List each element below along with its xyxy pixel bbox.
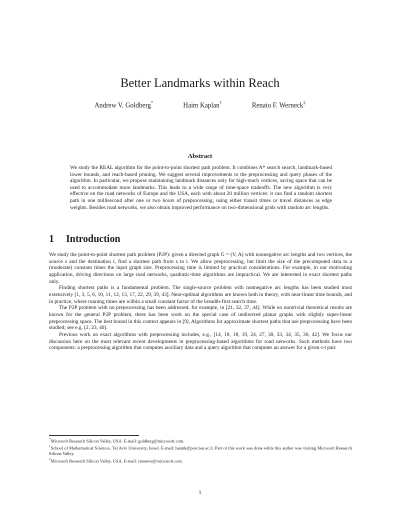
author-list <box>0 100 400 109</box>
section-heading <box>49 234 120 245</box>
section-body <box>49 252 352 352</box>
section-title: Introduction <box>66 234 121 245</box>
footnotes <box>49 437 352 464</box>
paragraph: The P2P problem with no preprocessing has been addressed, for example, in [21, 32, 37, 44]. While no nontrivial theoretical results are known for the general P2P problem, there has been work on the special case of undirected planar graphs with slightly super-linear preprocessing space. The best bound in this context appears in [9]. Algorithms for approximate shortest paths that use preprocessing have been studied; see e.g. [2, 23, 40]. <box>49 305 352 332</box>
section-number: 1 <box>49 234 54 245</box>
author: Renato F. Werneck‡ <box>251 100 306 110</box>
footnote: †School of Mathematical Sciences, Tel Aviv University, Israel. E-mail: haimk@post.tau.ac.il. Part of this work was done while this author was visiting Microsoft Research Silicon Valley. <box>49 444 352 457</box>
paragraph: We study the point-to-point shortest path problem (P2P): given a directed graph G = (V, A) with nonnegative arc lengths and two vertices, the source s and the destination t, find a shortest path from s to t. We allow preprocessing, but limit the size of the precomputed data to a (moderate) constant times the input graph size. Preprocessing time is limited by practical considerations. For example, in our motivating application, driving directions on large road networks, quadratic-time algorithms are impractical. We are interested in exact shortest paths only. <box>49 252 352 285</box>
abstract-heading: Abstract <box>187 153 213 160</box>
abstract-text: We study the REAL algorithm for the point-to-point shortest path problem. It combines A* search search, landmark-based lower bounds, and reach-based pruning. We suggest several improvements to the preprocessing and query phases of the algorithm. In particular, we propose maintaining landmark distances only for high-reach vertices, saving space that can be used to accommodate more landmarks. This leads to a wide range of time-space tradeoffs. The new algorithm is very effective on the road networks of Europe and the USA, each with about 20 million vertices: it can find a random shortest path in one millisecond after one or two hours of preprocessing, using either transit times or travel distances as edge weights. Besides road networks, we also obtain improved performance on two-dimensional grids with random arc lengths. <box>70 165 332 211</box>
footnote: ‡Microsoft Research Silicon Valley, USA. E-mail: renatow@microsoft.com. <box>49 456 183 464</box>
author: Andrew V. Goldberg* <box>94 100 154 110</box>
footnote-rule <box>49 435 139 436</box>
author: Haim Kaplan† <box>183 100 222 110</box>
paragraph: Finding shortest paths is a fundamental problem. The single-source problem with nonnegative arc lengths has been studied most extensively [1, 3, 5, 6, 10, 11, 12, 13, 17, 22, 29, 39, 43]. Near-optimal algorithms are known both in theory, with near-linear time bounds, and in practice, where running times are within a small constant factor of the breadth-first search time. <box>49 285 352 305</box>
page-number: 1 <box>198 490 202 496</box>
paper-title: Better Landmarks within Reach <box>120 76 280 90</box>
footnote: *Microsoft Research Silicon Valley, USA. E-mail: goldberg@microsoft.com. <box>49 437 185 444</box>
paragraph: Previous work on exact algorithms with preprocessing includes, e.g., [14, 18, 18, 19, 24, 27, 30, 33, 34, 35, 36, 42]. We focus our discussion here on the most relevant recent developments in preprocessing-based algorithms for road networks. Such methods have two components: a preprocessing algorithm that computes auxiliary data and a query algorithm that computes an answer for a given s-t pair. <box>49 331 352 352</box>
